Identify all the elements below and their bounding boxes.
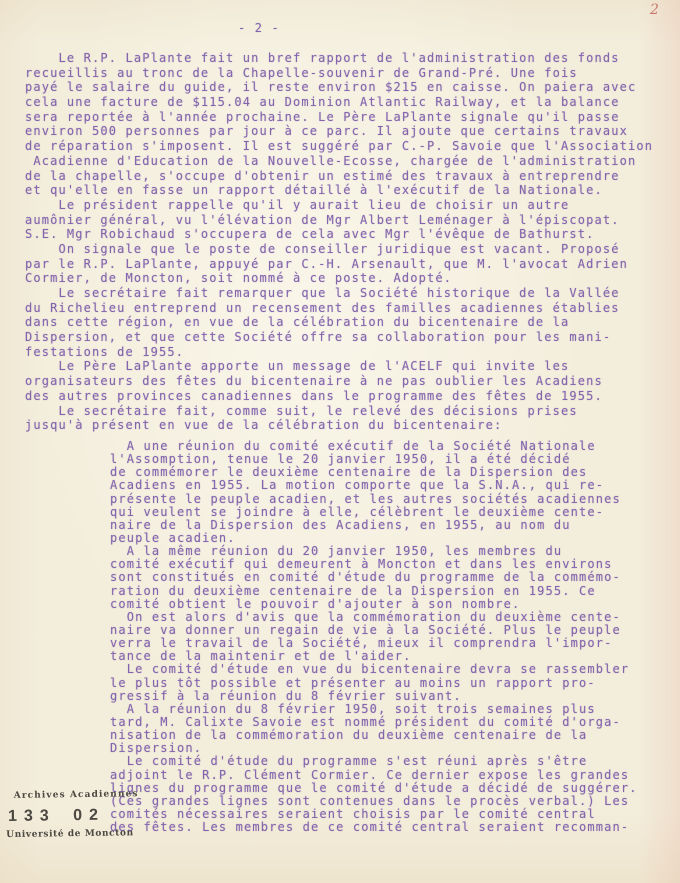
- text-line: Acadiens en 1955. La motion comporte que la S.N.A., qui re-: [110, 478, 605, 493]
- paragraph: [110, 545, 670, 611]
- paragraph: [110, 440, 670, 545]
- page-number: - 2 -: [238, 21, 280, 35]
- text-line: Le président rappelle qu'il y aurait lieu de choisir un autre: [25, 197, 570, 212]
- text-line: aumônier général, vu l'élévation de Mgr Albert Leménager à l'épiscopat.: [25, 212, 620, 227]
- text-line: naire de la Dispersion des Acadiens, en 1955, au nom du: [110, 517, 571, 532]
- text-line: Le comité d'étude en vue du bicentenaire devra se rassembler: [110, 662, 630, 677]
- text-line: sont constitués en comité d'étude du programme de la commémo-: [110, 570, 621, 585]
- text-line: le plus tôt possible et présenter au moins un rapport pro-: [110, 675, 596, 690]
- text-line: nisation de la commémoration du deuxième centenaire de la: [110, 728, 588, 743]
- text-line: dans cette région, en vue de la célébration du bicentenaire de la: [25, 315, 570, 330]
- text-line: (Ces grandes lignes sont contenues dans le procès verbal.) Les: [110, 793, 630, 808]
- paragraph: [25, 286, 675, 359]
- text-line: comités nécessaires seraient choisis par le comité central: [110, 806, 596, 821]
- text-line: jusqu'à présent en vue de la célébration du bicentenaire:: [25, 418, 503, 433]
- text-line: naire va donner un regain de vie à la Société. Plus le peuple: [110, 622, 621, 637]
- text-line: organisateurs des fêtes du bicentenaire à ne pas oublier les Acadiens: [25, 374, 603, 389]
- paragraph: [110, 611, 670, 664]
- text-line: On est alors d'avis que la commémoration du deuxième cente-: [110, 609, 621, 624]
- text-line: verra le travail de la Société, mieux il comprendra l'impor-: [110, 636, 613, 651]
- typed-body-text: [25, 51, 675, 433]
- text-line: Le secrétaire fait remarquer que la Société historique de la Vallée: [25, 286, 620, 300]
- text-line: de commémorer le deuxième centenaire de la Dispersion des: [110, 465, 588, 480]
- paragraph: [25, 359, 675, 403]
- text-line: présente le peuple acadien, et les autres sociétés acadiennes: [110, 491, 621, 506]
- text-line: cela une facture de $115.04 au Dominion Atlantic Railway, et la balance: [25, 95, 620, 110]
- text-line: des fêtes. Les membres de ce comité central seraient recomman-: [110, 820, 630, 835]
- paragraph: [25, 242, 675, 286]
- typed-indented-resolutions: [110, 440, 670, 834]
- text-line: recueillis au tronc de la Chapelle-souvenir de Grand-Pré. Une fois: [25, 65, 578, 80]
- text-line: ration du deuxième centenaire de la Dispersion en 1955. Ce: [110, 583, 596, 598]
- text-line: environ 500 personnes par jour à ce parc. Il ajoute que certains travaux: [25, 124, 628, 139]
- text-line: S.E. Mgr Robichaud s'occupera de cela avec Mgr l'évêque de Bathurst.: [25, 227, 595, 242]
- text-line: Dispersion.: [110, 741, 203, 756]
- text-line: des autres provinces canadiennes dans le programme des fêtes de 1955.: [25, 388, 603, 403]
- text-line: festations de 1955.: [25, 344, 185, 359]
- text-line: et qu'elle en fasse un rapport détaillé à l'exécutif de la Nationale.: [25, 183, 603, 198]
- text-line: comité obtient le pouvoir d'ajouter à son nombre.: [110, 596, 521, 611]
- text-line: Cormier, de Moncton, soit nommé à ce poste. Adopté.: [25, 271, 453, 286]
- text-line: qui veulent se joindre à elle, célèbrent le deuxième cente-: [110, 504, 605, 519]
- text-line: du Richelieu entreprend un recensement des familles acadiennes établies: [25, 300, 620, 315]
- text-line: Dispersion, et que cette Société offre sa collaboration pour les mani-: [25, 330, 612, 345]
- text-line: par le R.P. LaPlante, appuyé par C.-H. Arsenault, que M. l'avocat Adrien: [25, 256, 628, 271]
- text-line: On signale que le poste de conseiller juridique est vacant. Proposé: [25, 241, 620, 256]
- text-line: payé le salaire du guide, il reste environ $215 en caisse. On paiera avec: [25, 80, 637, 95]
- paragraph: [25, 198, 675, 242]
- text-line: comité exécutif qui demeurent à Moncton et dans les environs: [110, 557, 613, 572]
- text-line: Le Père LaPlante apporte un message de l'ACELF qui invite les: [25, 359, 570, 374]
- archive-stamp: [6, 789, 157, 840]
- text-line: tard, M. Calixte Savoie est nommé président du comité d'orga-: [110, 714, 621, 729]
- stamp-institution: Université de Moncton: [6, 828, 134, 841]
- text-line: l'Assomption, tenue le 20 janvier 1950, il a été décidé: [110, 452, 571, 467]
- text-line: A une réunion du comité exécutif de la Société Nationale: [110, 439, 596, 453]
- text-line: de la chapelle, s'occupe d'obtenir un estimé des travaux à entreprendre: [25, 168, 620, 183]
- text-line: lignes du programme que le comité d'étude a décidé de suggérer.: [110, 780, 638, 795]
- text-line: Acadienne d'Education de la Nouvelle-Ecosse, chargée de l'administration: [25, 153, 637, 168]
- stamp-number: 133 02: [7, 806, 106, 826]
- paragraph: [110, 663, 670, 702]
- paragraph: [25, 51, 675, 198]
- text-line: adjoint le R.P. Clément Cormier. Ce dernier expose les grandes: [110, 767, 630, 782]
- text-line: gressif à la réunion du 8 février suivant.: [110, 688, 462, 703]
- text-line: Le secrétaire fait, comme suit, le relevé des décisions prises: [25, 403, 578, 418]
- text-line: A la réunion du 8 février 1950, soit trois semaines plus: [110, 701, 596, 716]
- text-line: sera reportée à l'année prochaine. Le Père LaPlante signale qu'il passe: [25, 109, 620, 124]
- paragraph: [110, 703, 670, 756]
- paragraph: [110, 755, 670, 834]
- paragraph: [25, 404, 675, 433]
- stamp-title: Archives Acadiennes: [13, 789, 139, 801]
- text-line: peuple acadien.: [110, 530, 236, 545]
- text-line: A la même réunion du 20 janvier 1950, les membres du: [110, 544, 563, 559]
- text-line: tance de la maintenir et de l'aider.: [110, 649, 412, 664]
- text-line: Le R.P. LaPlante fait un bref rapport de l'administration des fonds: [25, 51, 620, 65]
- text-line: Le comité d'étude du programme s'est réuni après s'être: [110, 754, 588, 769]
- handwritten-corner-mark: 2: [650, 2, 659, 18]
- text-line: de réparation s'imposent. Il est suggéré par C.-P. Savoie que l'Association: [25, 139, 654, 154]
